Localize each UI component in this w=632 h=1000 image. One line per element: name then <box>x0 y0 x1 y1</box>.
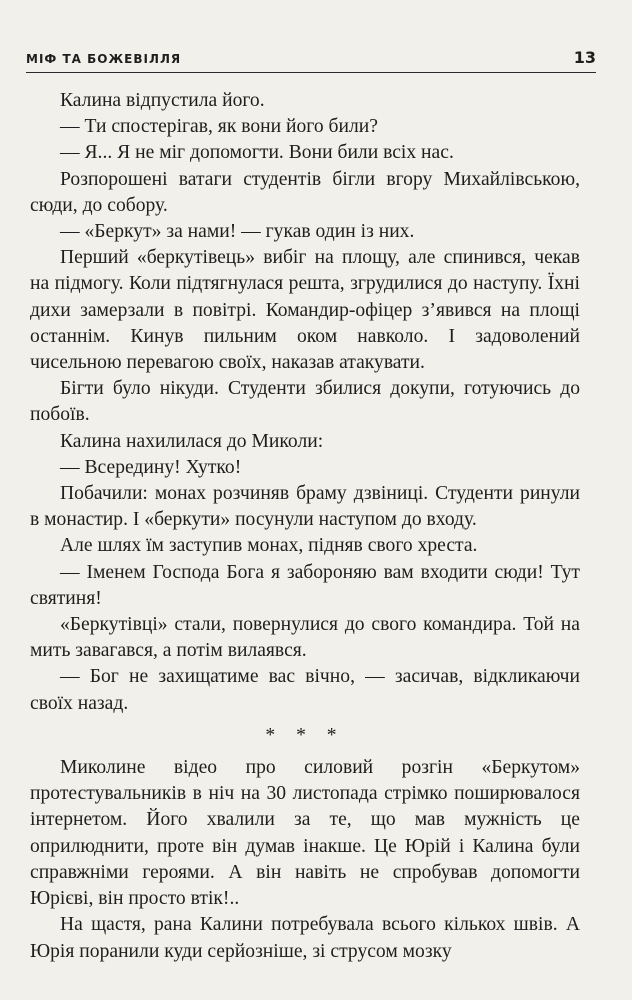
section-separator: * * * <box>265 724 345 746</box>
paragraph: Перший «беркутівець» вибіг на площу, але спинився, чекав на підмогу. Коли підтягнулася решта, згрудилися до наступу. Їхні дихи замерзали в повітрі. Командир-офіцер з’явився на площі останнім. Кинув пильним оком навколо. І задоволений чисельною перевагою своїх, наказав атакувати. <box>30 247 580 374</box>
paragraph: На щастя, рана Калини потребувала всього кількох швів. А Юрія поранили куди серйозніше, зі струсом мозку <box>30 914 580 962</box>
page-number: 13 <box>573 48 596 67</box>
paragraph: — Ти спостерігав, як вони його били? <box>60 116 378 138</box>
paragraph: «Беркутівці» стали, повернулися до свого командира. Той на мить завагався, а потім вилаявся. <box>30 614 580 662</box>
paragraph: — Іменем Господа Бога я забороняю вам входити сюди! Тут святиня! <box>30 561 580 609</box>
paragraph: Розпорошені ватаги студентів бігли вгору Михайлівською, сюди, до собору. <box>30 168 580 216</box>
paragraph: Бігти було нікуди. Студенти збилися докупи, готуючись до побоїв. <box>30 378 580 426</box>
paragraph: Калина відпустила його. <box>60 90 265 111</box>
body-text <box>30 88 580 965</box>
running-title: МІФ ТА БОЖЕВІЛЛЯ <box>26 52 182 66</box>
paragraph: Побачили: монах розчиняв браму дзвіниці. Студенти ринули в монастир. І «беркути» посунули наступом до входу. <box>30 483 580 531</box>
paragraph: Калина нахилилася до Миколи: <box>60 430 324 452</box>
paragraph: — Я... Я не міг допомогти. Вони били всіх нас. <box>60 142 454 164</box>
paragraph: — Бог не захищатиме вас вічно, — засичав, відкликаючи своїх назад. <box>30 666 580 714</box>
paragraph: Миколине відео про силовий розгін «Беркутом» протестувальників в ніч на 30 листопада стрімко поширювалося інтернетом. Його хвалили за те, що мав мужність це оприлюднити, проте він думав інакше. Це Юрій і Калина були справжніми героями. А він навіть не спробував допомогти Юрієві, він просто втік!.. <box>30 757 580 910</box>
paragraph: — «Беркут» за нами! — гукав один із них. <box>60 221 415 243</box>
paragraph: Але шлях їм заступив монах, підняв свого хреста. <box>60 535 478 557</box>
running-header <box>26 44 596 73</box>
paragraph: — Всередину! Хутко! <box>60 456 242 478</box>
